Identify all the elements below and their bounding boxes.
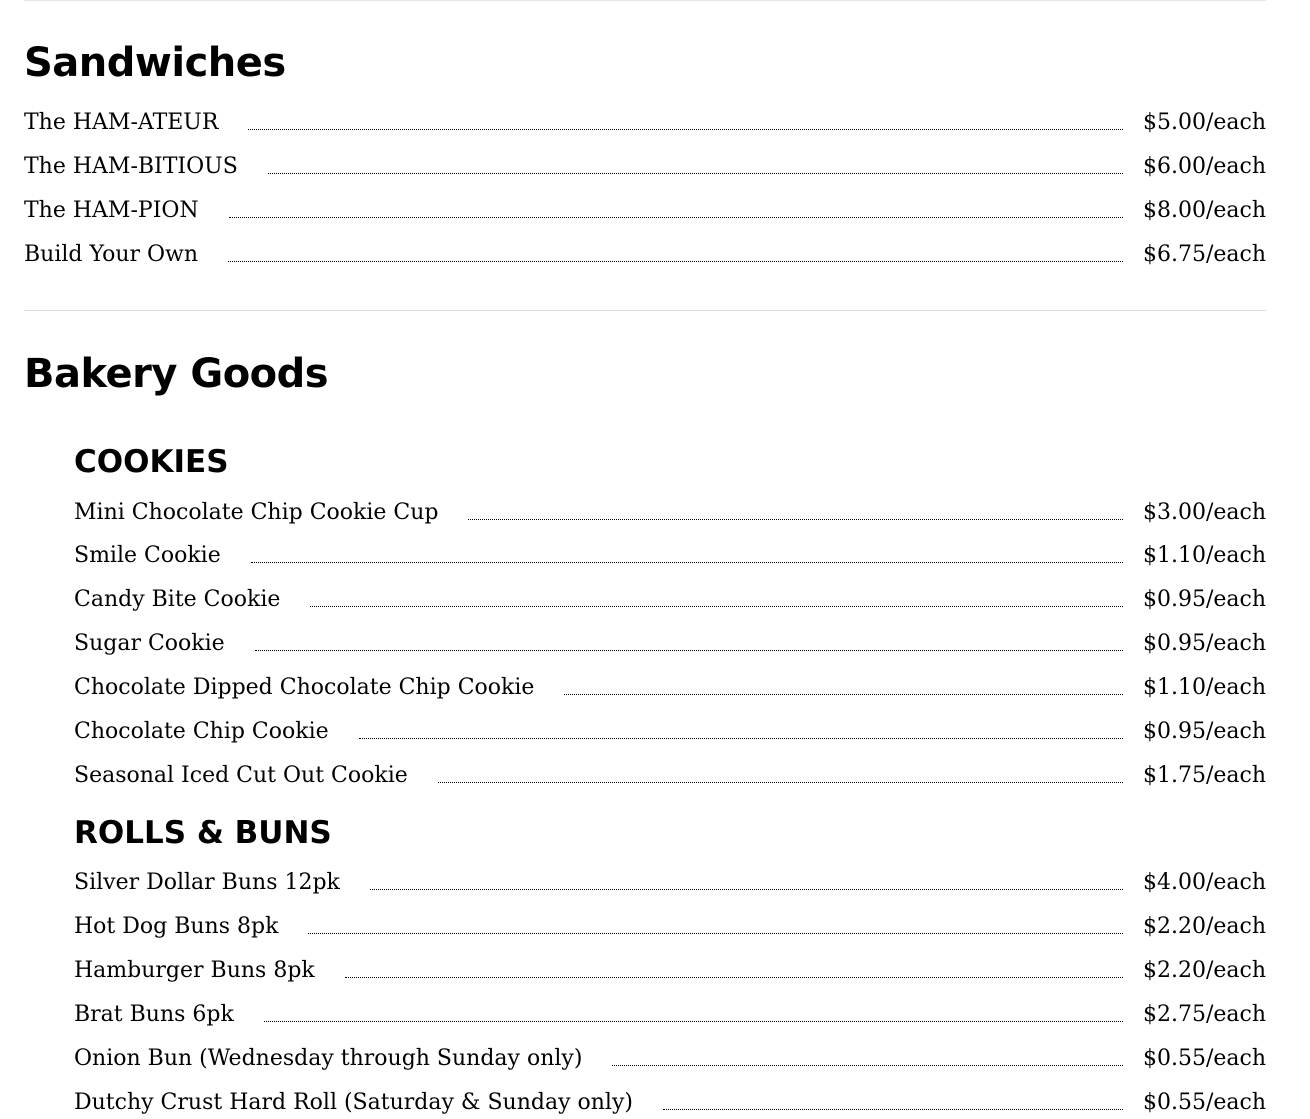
dotted-leader: [248, 129, 1123, 130]
item-name: Hot Dog Buns 8pk: [74, 914, 279, 939]
item-price: $1.75/each: [1142, 763, 1266, 788]
menu-item: [74, 717, 1266, 747]
dotted-leader: [310, 606, 1123, 607]
item-name: Chocolate Chip Cookie: [74, 719, 329, 744]
item-name: The HAM-BITIOUS: [24, 154, 238, 179]
menu-item: [74, 498, 1266, 528]
subsection-title-rolls-buns: ROLLS & BUNS: [74, 815, 332, 851]
item-price: $3.00/each: [1142, 500, 1266, 525]
dotted-leader: [438, 782, 1123, 783]
dotted-leader: [468, 519, 1122, 520]
item-name: Onion Bun (Wednesday through Sunday only): [74, 1046, 583, 1071]
menu-item: [74, 912, 1266, 942]
item-name: Seasonal Iced Cut Out Cookie: [74, 763, 408, 788]
menu-item: [24, 108, 1266, 138]
item-price: $1.10/each: [1142, 675, 1266, 700]
item-name: Smile Cookie: [74, 543, 221, 568]
menu-item: [24, 152, 1266, 182]
menu-item: [74, 629, 1266, 659]
item-price: $2.20/each: [1142, 914, 1266, 939]
item-price: $8.00/each: [1142, 198, 1266, 223]
section-title-bakery-goods: Bakery Goods: [24, 351, 329, 397]
dotted-leader: [308, 933, 1123, 934]
item-name: Mini Chocolate Chip Cookie Cup: [74, 500, 439, 525]
item-name: Candy Bite Cookie: [74, 587, 281, 612]
item-price: $4.00/each: [1142, 870, 1266, 895]
section-divider: [24, 310, 1266, 311]
dotted-leader: [264, 1021, 1123, 1022]
menu-item: [74, 1044, 1266, 1074]
dotted-leader: [229, 217, 1123, 218]
item-price: $6.00/each: [1142, 154, 1266, 179]
menu-item: [74, 585, 1266, 615]
menu-item: [74, 956, 1266, 986]
dotted-leader: [359, 738, 1123, 739]
section-title-sandwiches: Sandwiches: [24, 40, 286, 86]
item-name: Chocolate Dipped Chocolate Chip Cookie: [74, 675, 535, 700]
item-price: $2.75/each: [1142, 1002, 1266, 1027]
subsection-title-cookies: COOKIES: [74, 444, 229, 480]
item-name: Dutchy Crust Hard Roll (Saturday & Sunday only): [74, 1090, 633, 1115]
dotted-leader: [268, 173, 1123, 174]
top-divider: [24, 0, 1266, 1]
item-name: Brat Buns 6pk: [74, 1002, 234, 1027]
dotted-leader: [255, 650, 1123, 651]
dotted-leader: [564, 694, 1123, 695]
item-name: Sugar Cookie: [74, 631, 225, 656]
menu-item: [74, 868, 1266, 898]
item-price: $1.10/each: [1142, 543, 1266, 568]
dotted-leader: [251, 562, 1123, 563]
item-price: $2.20/each: [1142, 958, 1266, 983]
dotted-leader: [612, 1065, 1123, 1066]
item-name: Silver Dollar Buns 12pk: [74, 870, 340, 895]
item-price: $0.55/each: [1142, 1090, 1266, 1115]
item-price: $0.95/each: [1142, 719, 1266, 744]
item-price: $6.75/each: [1142, 242, 1266, 267]
menu-item: [24, 240, 1266, 270]
item-name: The HAM-PION: [24, 198, 199, 223]
item-price: $0.95/each: [1142, 587, 1266, 612]
item-price: $5.00/each: [1142, 110, 1266, 135]
menu-item: [74, 673, 1266, 703]
item-name: The HAM-ATEUR: [24, 110, 219, 135]
dotted-leader: [228, 261, 1123, 262]
menu-item: [74, 1000, 1266, 1030]
menu-item: [24, 196, 1266, 226]
item-name: Build Your Own: [24, 242, 199, 267]
menu-item: [74, 1088, 1266, 1118]
dotted-leader: [345, 977, 1123, 978]
item-name: Hamburger Buns 8pk: [74, 958, 315, 983]
menu-item: [74, 761, 1266, 791]
dotted-leader: [663, 1109, 1123, 1110]
dotted-leader: [370, 889, 1123, 890]
item-price: $0.55/each: [1142, 1046, 1266, 1071]
item-price: $0.95/each: [1142, 631, 1266, 656]
menu-item: [74, 541, 1266, 571]
